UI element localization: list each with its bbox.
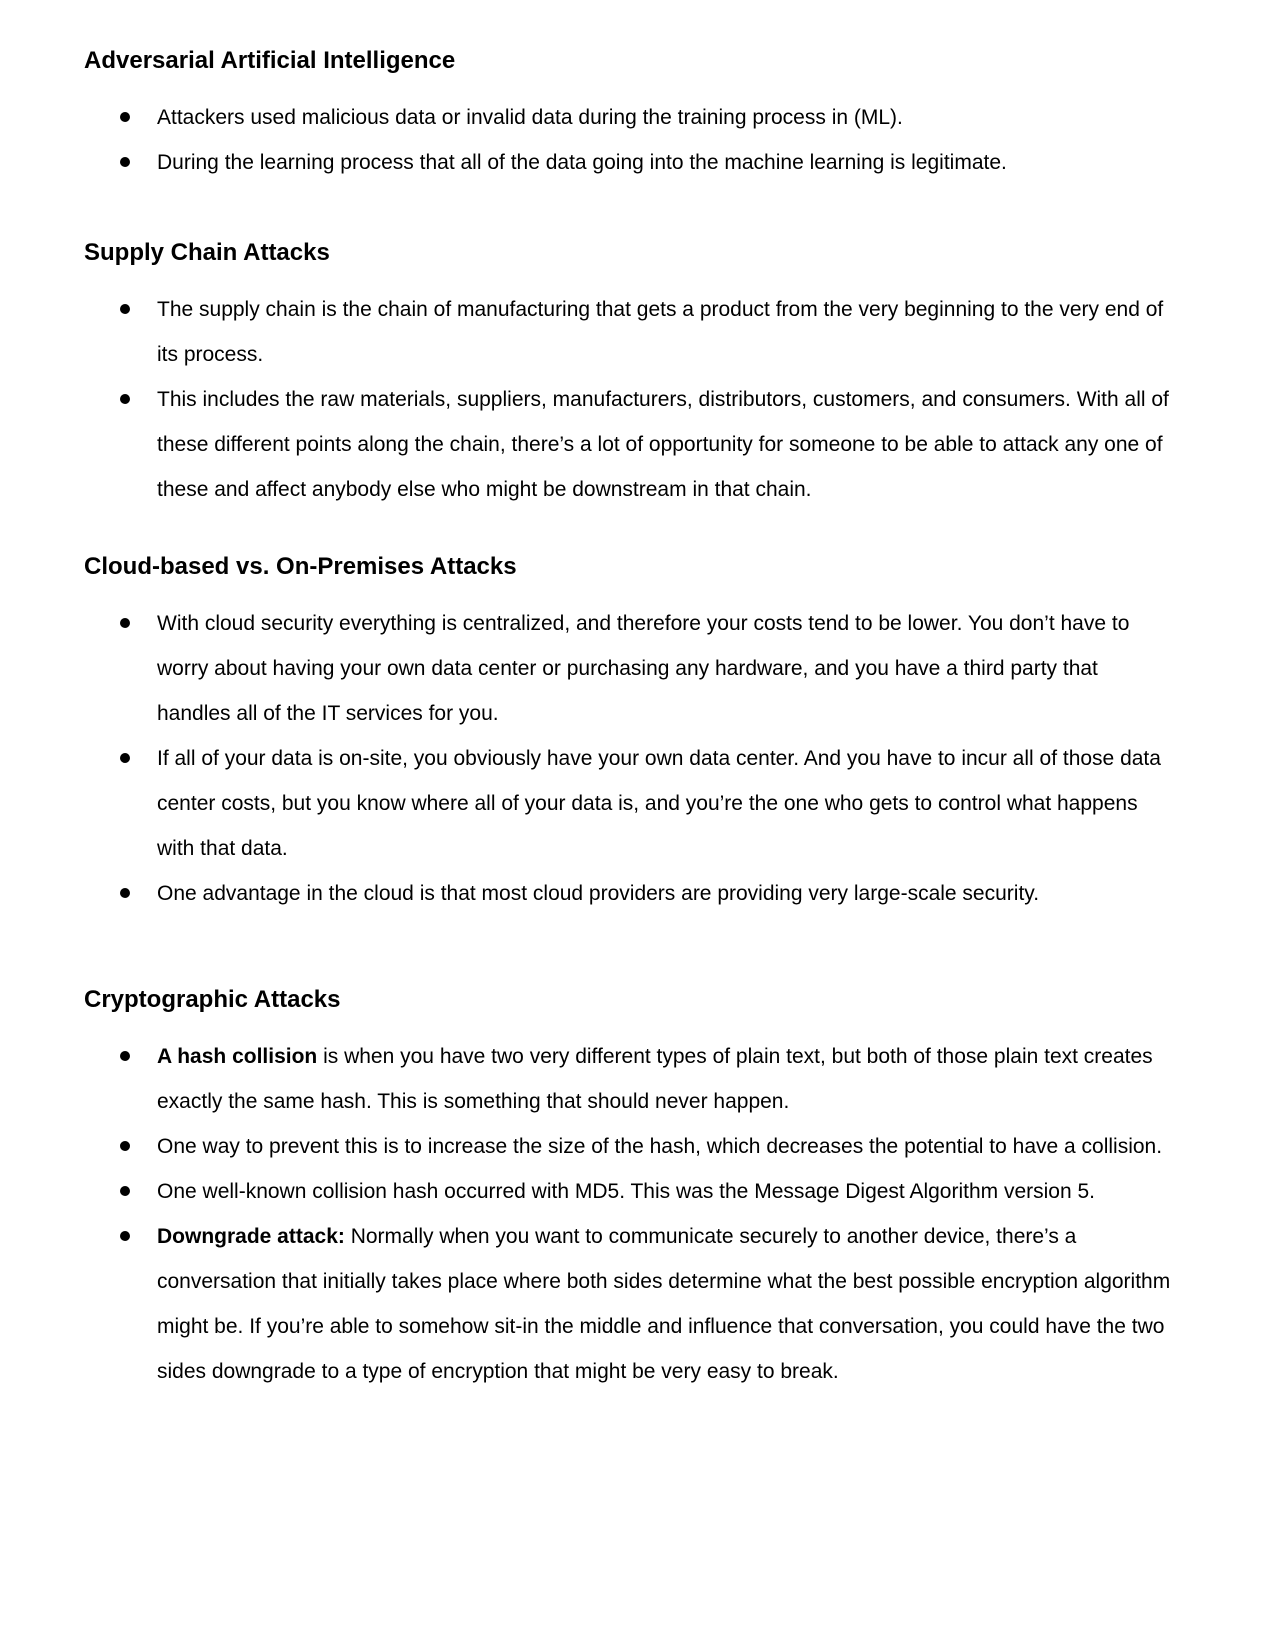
bullet-text: With cloud security everything is centralized, and therefore your costs tend to be lower. You don’t have to worry about having your own data center or purchasing any hardware, and you have a third party that handles all of the IT services for you. [157,612,1130,725]
list-item [84,1169,1174,1214]
section-cloud-vs-onprem [84,552,1204,916]
list-item [84,95,1174,140]
bullet-text: is when you have two very different types of plain text, but both of those plain text creates exactly the same hash. This is something that should never happen. [157,1045,1153,1113]
bullet-list [84,601,1204,916]
list-item [84,601,1174,736]
bullet-lead-term: Downgrade attack: [157,1225,345,1248]
bullet-icon [120,618,130,628]
section-supply-chain [84,238,1204,512]
bullet-text: One advantage in the cloud is that most cloud providers are providing very large-scale security. [157,882,1040,905]
bullet-icon [120,753,130,763]
bullet-icon [120,304,130,314]
bullet-text: During the learning process that all of the data going into the machine learning is legitimate. [157,151,1007,174]
bullet-text: Attackers used malicious data or invalid data during the training process in (ML). [157,106,903,129]
bullet-icon [120,157,130,167]
bullet-text: One well-known collision hash occurred with MD5. This was the Message Digest Algorithm version 5. [157,1180,1096,1203]
bullet-lead-term: A hash collision [157,1045,318,1068]
list-item [84,1214,1174,1394]
bullet-icon [120,1051,130,1061]
bullet-list [84,95,1204,185]
section-heading: Adversarial Artificial Intelligence [84,47,456,74]
bullet-list [84,1034,1204,1394]
bullet-icon [120,1186,130,1196]
list-item [84,140,1174,185]
bullet-text: The supply chain is the chain of manufacturing that gets a product from the very beginning to the very end of its process. [157,298,1164,366]
bullet-icon [120,112,130,122]
bullet-text: If all of your data is on-site, you obviously have your own data center. And you have to incur all of those data center costs, but you know where all of your data is, and you’re the one who gets to control what happens with that data. [157,747,1161,860]
bullet-icon [120,394,130,404]
bullet-icon [120,888,130,898]
bullet-icon [120,1231,130,1241]
section-heading: Cryptographic Attacks [84,986,341,1013]
list-item [84,1034,1174,1124]
bullet-text: Normally when you want to communicate securely to another device, there’s a conversation that initially takes place where both sides determine what the best possible encryption algorithm might be. If you’re able to somehow sit-in the middle and influence that conversation, you could have the two sides downgrade to a type of encryption that might be very easy to break. [157,1225,1171,1383]
bullet-list [84,287,1204,512]
bullet-icon [120,1141,130,1151]
bullet-text: One way to prevent this is to increase the size of the hash, which decreases the potential to have a collision. [157,1135,1163,1158]
section-cryptographic-attacks [84,985,1204,1394]
list-item [84,1124,1174,1169]
section-adversarial-ai [84,46,1204,185]
bullet-text: This includes the raw materials, suppliers, manufacturers, distributors, customers, and consumers. With all of these different points along the chain, there’s a lot of opportunity for someone to be able to attack any one of these and affect anybody else who might be downstream in that chain. [157,388,1169,501]
section-heading: Supply Chain Attacks [84,239,330,266]
list-item [84,377,1174,512]
list-item [84,736,1174,871]
list-item [84,287,1174,377]
section-heading: Cloud-based vs. On-Premises Attacks [84,553,517,580]
list-item [84,871,1174,916]
